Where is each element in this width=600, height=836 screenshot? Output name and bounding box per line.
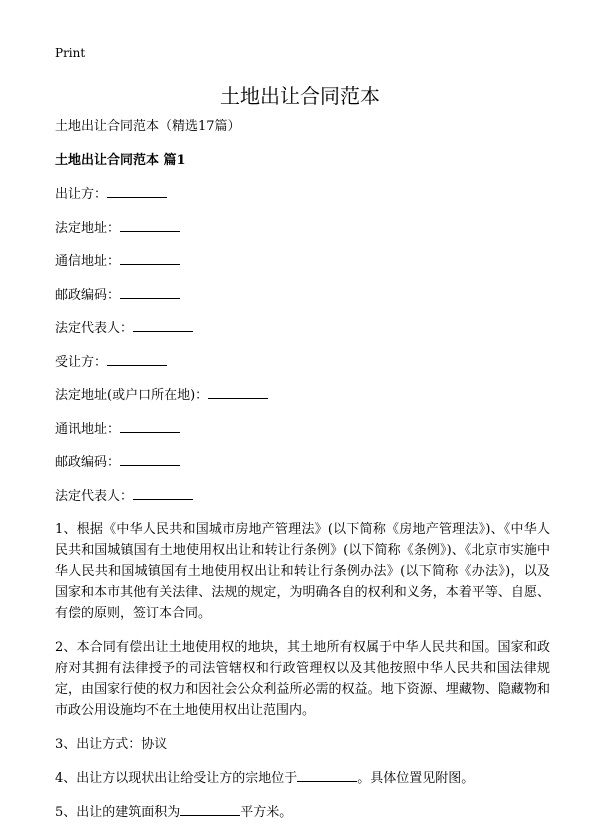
field-legal-address: 法定地址：: [55, 218, 550, 238]
print-link[interactable]: Print: [55, 46, 86, 60]
blank-line: [120, 419, 180, 433]
field-mailing-address: 通信地址：: [55, 251, 550, 271]
field-transferee-postal-code: 邮政编码：: [55, 452, 550, 472]
document-title: 土地出让合同范本: [220, 84, 380, 108]
blank-line: [297, 768, 357, 782]
blank-line: [120, 285, 180, 299]
blank-line: [120, 218, 180, 232]
field-postal-code: 邮政编码：: [55, 285, 550, 305]
field-transferee-mailing-address: 通讯地址：: [55, 419, 550, 439]
blank-line: [208, 385, 268, 399]
blank-line: [107, 184, 167, 198]
blank-line: [133, 486, 193, 500]
field-legal-representative: 法定代表人：: [55, 318, 550, 338]
clause-3: 3、出让方式：协议: [55, 737, 168, 752]
blank-line: [180, 802, 240, 816]
field-transferee: 受让方：: [55, 352, 550, 372]
blank-line: [120, 251, 180, 265]
document-subtitle: 土地出让合同范本（精选17篇）: [55, 119, 241, 134]
field-transferee-legal-representative: 法定代表人：: [55, 486, 550, 506]
clause-4: 4、出让方以现状出让给受让方的宗地位于 。具体位置见附图。: [55, 768, 550, 789]
blank-line: [107, 352, 167, 366]
blank-line: [120, 452, 180, 466]
field-transferor: 出让方：: [55, 184, 550, 204]
document-body: [55, 118, 550, 836]
field-transferee-legal-address: 法定地址(或户口所在地)：: [55, 385, 550, 405]
clause-2: 2、本合同有偿出让土地使用权的地块，其土地所有权属于中华人民共和国。国家和政府对其拥有法律授予的司法管辖权和行政管理权以及其他按照中华人民共和国法律规定，由国家行使的权力和因社会公众利益所必需的权益。地下资源、埋藏物、隐藏物和市政公用设施均不在土地使用权出让范围内。: [55, 640, 550, 718]
clause-1: 1、根据《中华人民共和国城市房地产管理法》(以下简称《房地产管理法》)、《中华人民共和国城镇国有土地使用权出让和转让行条例》(以下简称《条例》)、《北京市实施中华人民共和国城镇国有土地使用权出让和转让行条例办法》(以下简称《办法》)，以及国家和本市其他有关法律、法规的规定，为明确各自的权利和义务，本着平等、自愿、有偿的原则，签订本合同。: [55, 522, 550, 621]
blank-line: [133, 318, 193, 332]
clause-5: 5、出让的建筑面积为 平方米。: [55, 802, 550, 823]
section-heading: 土地出让合同范本 篇1: [55, 153, 186, 168]
